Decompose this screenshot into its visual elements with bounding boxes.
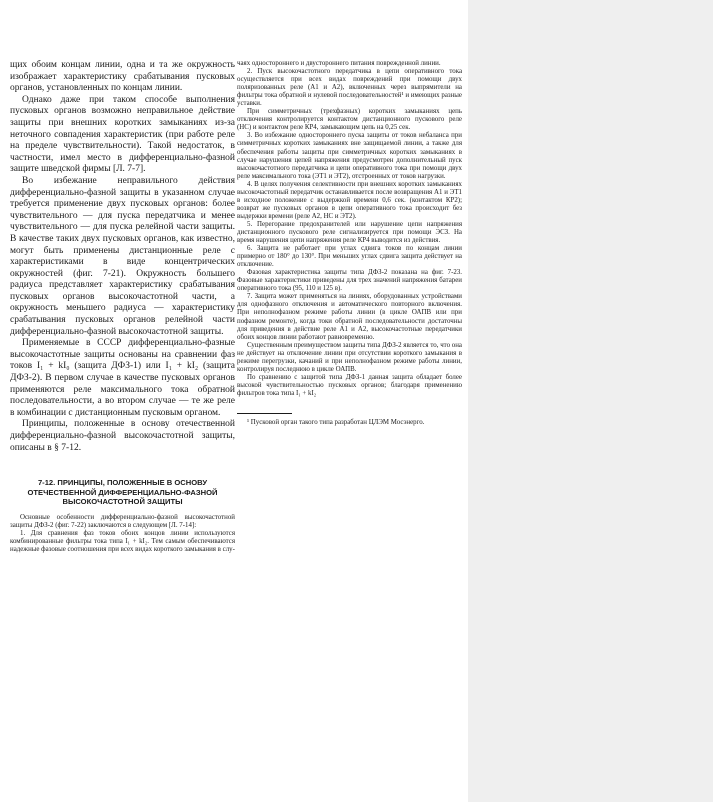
empty-margin-pane	[468, 0, 713, 802]
paragraph: Существенным преимуществом защиты типа ДФЗ-2 является то, что она не действует на отключение линии при отсутствии короткого замыкания в режиме перегрузки, качаний и при неполнофазном режиме работы линии, контролируя последнюю в цикле ОАПВ.	[237, 341, 462, 373]
paragraph: 5. Перегорание предохранителей или нарушение цепи напряжения дистанционного пускового реле сигнализируется при помощи ЭСЗ. На время нарушения цепи напряжения реле КР4 выводится из действия.	[237, 220, 462, 245]
paragraph: 1. Для сравнения фаз токов обоих концов линии используются комбинированные фильтры тока типа I₁ + kI₂. Тем самым обеспечиваются надежные фазовые соотношения при всех видах короткого замыкания в слу-	[10, 529, 235, 553]
left-column	[10, 60, 235, 554]
footnote-divider	[237, 413, 292, 414]
paragraph: 4. В целях получения селективности при внешних коротких замыканиях высокочастотный передатчик останавливается после возвращения А1 и ЭТ1 в исходное положение с выдержкой времени 0,6 сек. (контактом КР2); возврат же пусковых органов в цепи оперативного тока происходит без выдержки времени (реле А2, НС и ЭТ2).	[237, 180, 462, 220]
paragraph: 6. Защита не работает при углах сдвига токов по концам линии примерно от 180° до 130°. При меньших углах сдвига защита действует на отключение.	[237, 245, 462, 269]
paragraph: 3. Во избежание одностороннего пуска защиты от токов небаланса при симметричных коротких замыканиях вне защищаемой линии, а также для обеспечения работы защиты при симметричных коротких замыканиях в случае нарушения цепей напряжения предусмотрен дополнительный пуск высокочастотного передатчика и цепи оперативного тока при помощи двух реле максимального тока (ЭТ1 и ЭТ2), отстроенных от токов нагрузки.	[237, 132, 462, 180]
paragraph: Фазовая характеристика защиты типа ДФЗ-2 показана на фиг. 7-23. Фазовые характеристики приведены для трех значений напряжения батареи оперативного тока (95, 110 и 125 в).	[237, 269, 462, 293]
paragraph: Во избежание неправильного действия дифференциально-фазной защиты в указанном случае требуется применение двух пусковых органов: более чувствительного — для пуска передатчика и менее чувствительного — для пуска релейной части защиты. В качестве таких двух пусковых органов, как известно, могут быть применены дистанционные реле с характеристиками в виде концентрических окружностей (фиг. 7-21). Окружность большего радиуса представляет характеристику срабатывания пусковых органов высокочастотной части, а окружность меньшего радиуса — характеристику срабатывания пусковых органов релейной части дифференциально-фазной высокочастотной защиты.	[10, 175, 235, 337]
section-heading: 7-12. ПРИНЦИПЫ, ПОЛОЖЕННЫЕ В ОСНОВУ ОТЕЧЕСТВЕННОЙ ДИФФЕРЕНЦИАЛЬНО-ФАЗНОЙ ВЫСОКОЧАСТОТНОЙ ЗАЩИТЫ	[27, 478, 218, 507]
paragraph: Принципы, положенные в основу отечественной дифференциально-фазной высокочастотной защиты, описаны в § 7-12.	[10, 419, 235, 453]
paragraph: 7. Защита может применяться на линиях, оборудованных устройствами для однофазного отключения и автоматического повторного включения. При неполнофазном режиме работы линии (в цикле ОАПВ или при пофазном ремонте), когда токи обратной последовательности достаточны для приведения в действие реле А1 и А2, высокочастотные передатчики обоих концов линии работают равновременно.	[237, 293, 462, 341]
paragraph: По сравнению с защитой типа ДФЗ-1 данная защита обладает более высокой чувствительностью пусковых органов; благодаря применению фильтров тока типа I₁ + kI₂	[237, 373, 462, 397]
paragraph: Однако даже при таком способе выполнения пусковых органов возможно неправильное действие защиты при внешних коротких замыканиях из-за неточного совпадения характеристик (при работе реле на пределе чувствительности). Такой недостаток, в частности, имел место в дифференциально-фазной защите шведской фирмы [Л. 7-7].	[10, 94, 235, 175]
paragraph: Основные особенности дифференциально-фазной высокочастотной защиты ДФЗ-2 (фиг. 7-22) заключаются в следующем [Л. 7-14]:	[10, 513, 235, 529]
left-column-body	[10, 60, 235, 454]
paragraph: чаях одностороннего и двустороннего питания поврежденной линии.	[237, 60, 441, 67]
paragraph: щих обоим концам линии, одна и та же окружность изображает характеристику срабатывания пусковых органов, установленных по концам линии.	[10, 60, 235, 94]
footnote: ¹ Пусковой орган такого типа разработан ЦЛЭМ Мосэнерго.	[247, 418, 425, 426]
paragraph: 2. Пуск высокочастотного передатчика в цепи оперативного тока осуществляется при всех видах повреждений при помощи двух поляризованных реле (А1 и А2), включенных через выпрямители на фильтры тока обратной и нулевой последовательностей¹ и имеющих разные уставки.	[237, 68, 462, 108]
right-column	[237, 60, 462, 427]
paragraph: При симметричных (трехфазных) коротких замыканиях цепь отключения контролируется контактом дистанционного пускового реле (НС) и контактом реле КР4, замыкающим цепь на 0,25 сек.	[237, 108, 462, 132]
paragraph: Применяемые в СССР дифференциально-фазные высокочастотные защиты основаны на сравнении фаз токов I₁ + kI₀ (защита ДФЗ-1) или I₁ + kI₂ (защита ДФЗ-2). В первом случае в качестве пусковых органов применяются реле максимального тока обратной последовательности, а во втором случае — те же реле в комбинации с дистанционным пусковым органом.	[10, 338, 235, 418]
section-body	[10, 514, 235, 554]
